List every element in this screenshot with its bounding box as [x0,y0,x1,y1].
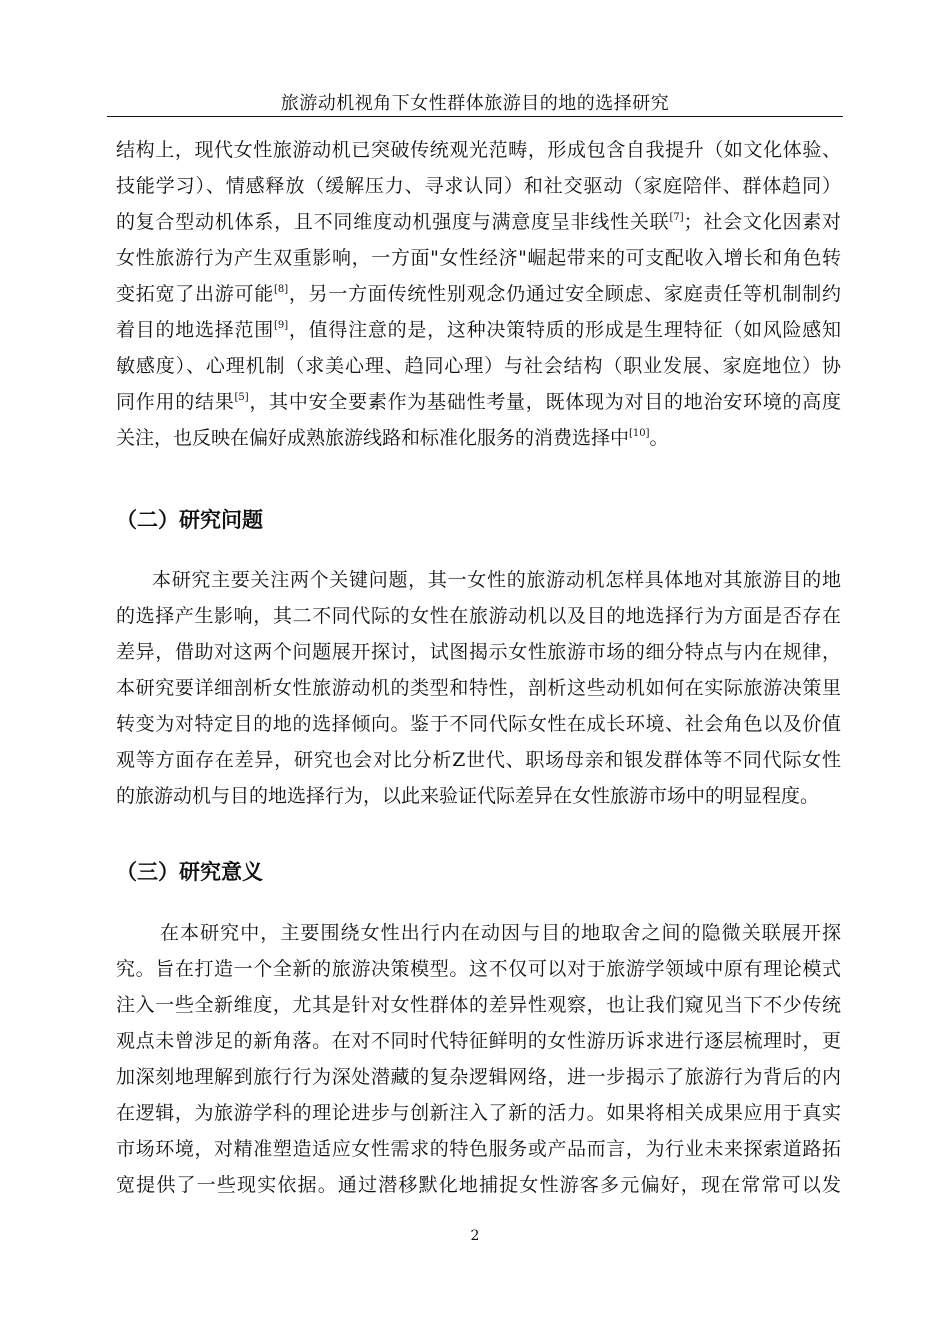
paragraph-research-questions [116,562,841,814]
citation-ref: [8] [273,284,289,295]
text-line: 转变为对特定目的地的选择倾向。鉴于不同代际女性在成长环境、社会角色以及价值 [116,713,841,735]
text-line: 变拓宽了出游可能[8]，另一方面传统性别观念仍通过安全顾虑、家庭责任等机制制约 [116,283,841,305]
text-line: 着目的地选择范围[9]，值得注意的是，这种决策特质的形成是生理特征（如风险感知 [116,319,841,341]
paragraph-motivation-structure [116,132,841,456]
text-line: 结构上，现代女性旅游动机已突破传统观光范畴，形成包含自我提升（如文化体验、 [116,139,841,161]
text-line: 观点未曾涉足的新角落。在对不同时代特征鲜明的女性游历诉求进行逐层梳理时，更 [116,1030,841,1052]
citation-ref: [10] [629,428,650,439]
text-line: 在逻辑，为旅游学科的理论进步与创新注入了新的活力。如果将相关成果应用于真实 [116,1102,841,1124]
text-line: 市场环境，对精准塑造适应女性需求的特色服务或产品而言，为行业未来探索道路拓 [116,1138,841,1160]
text-line: 技能学习）、情感释放（缓解压力、寻求认同）和社交驱动（家庭陪伴、群体趋同） [116,175,841,197]
page-number: 2 [470,1228,480,1244]
text-line: 女性旅游行为产生双重影响，一方面"女性经济"崛起带来的可支配收入增长和角色转 [116,247,841,269]
text-line: 的旅游动机与目的地选择行为，以此来验证代际差异在女性旅游市场中的明显程度。 [116,785,820,807]
text-line: 敏感度）、心理机制（求美心理、趋同心理）与社会结构（职业发展、家庭地位）协 [116,355,841,377]
text-line: 本研究要详细剖析女性旅游动机的类型和特性，剖析这些动机如何在实际旅游决策里 [116,677,841,699]
text-line: 注入一些全新维度，尤其是针对女性群体的差异性观察，也让我们窥见当下不少传统 [116,994,841,1016]
text-line: 观等方面存在差异，研究也会对比分析Z世代、职场母亲和银发群体等不同代际女性 [116,749,841,771]
running-header: 旅游动机视角下女性群体旅游目的地的选择研究 [280,93,670,114]
section-heading-research-significance: （三）研究意义 [116,860,263,884]
paragraph-research-significance [116,915,841,1203]
text-line: 的复合型动机体系，且不同维度动机强度与满意度呈非线性关联[7]；社会文化因素对 [116,211,841,233]
text-line: 本研究主要关注两个关键问题，其一女性的旅游动机怎样具体地对其旅游目的地 [152,569,841,591]
citation-ref: [7] [669,212,684,223]
section-heading-research-questions: （二）研究问题 [116,508,263,532]
text-line: 关注，也反映在偏好成熟旅游线路和标准化服务的消费选择中[10]。 [116,427,669,449]
text-line: 同作用的结果[5]，其中安全要素作为基础性考量，既体现为对目的地治安环境的高度 [116,391,841,413]
text-line: 差异，借助对这两个问题展开探讨，试图揭示女性旅游市场的细分特点与内在规律， [116,641,841,663]
citation-ref: [5] [234,392,249,403]
text-line: 加深刻地理解到旅行行为深处潜藏的复杂逻辑网络，进一步揭示了旅游行为背后的内 [116,1066,841,1088]
text-line: 宽提供了一些现实依据。通过潜移默化地捕捉女性游客多元偏好，现在常常可以发 [116,1174,841,1196]
header-rule [107,116,843,117]
text-line: 在本研究中，主要围绕女性出行内在动因与目的地取舍之间的隐微关联展开探 [160,922,841,944]
text-line: 究。旨在打造一个全新的旅游决策模型。这不仅可以对于旅游学领域中原有理论模式 [116,958,841,980]
text-line: 的选择产生影响，其二不同代际的女性在旅游动机以及目的地选择行为方面是否存在 [116,605,841,627]
citation-ref: [9] [273,320,289,331]
